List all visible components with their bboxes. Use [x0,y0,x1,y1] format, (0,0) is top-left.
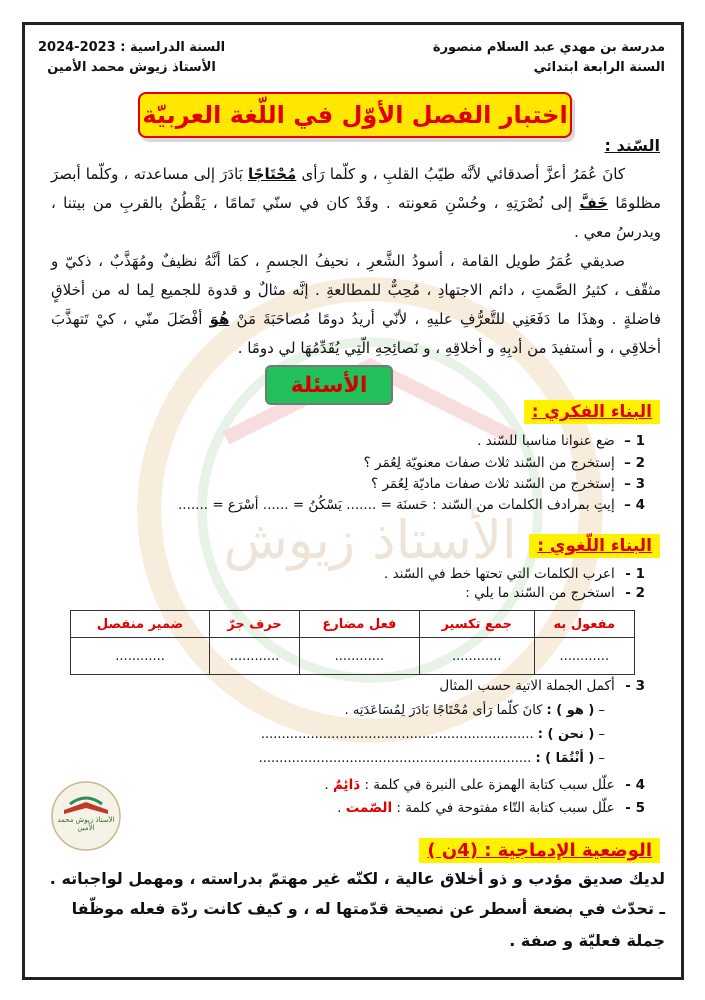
sanad-paragraph-2 [51,247,661,363]
exam-title-box [138,92,572,138]
part2-item-2: 2 - استخرج من السّند ما يلي : [465,585,645,601]
school-header [433,38,665,78]
sanad-label: السّند : [604,136,660,155]
table-cell[interactable]: ............ [210,638,300,675]
p1-text-a: كانَ عُمَرُ أعزَّ أصدقائي لأنَّه طيّبُ القلبِ ، و كلّما رَأى [296,165,625,183]
underlined-word-1: مُحْتَاجًا [248,165,297,183]
school-year: 2024-2023 [38,40,116,55]
questions-title-box [265,365,393,405]
table-header: حرف جرّ [210,611,300,638]
situation-line-1: لديك صديق مؤدب و ذو أخلاق عالية ، لكنّه غير مهتمّ بدراسته ، ومهمل لواجباته . [49,869,665,888]
underlined-word-3: هُوَ [209,310,230,328]
part1-item-1: 1 – ضع عنوانا مناسبا للسّند . [477,433,645,449]
underlined-word-2: خَفَّ [579,194,609,212]
p2-text-a: صديقي عُمَرُ طويل القامة ، أسودُ الشَّعرِ ، نحيفُ الجسمِ ، كمَا أنَّهُ نظيفٌ ومُهَذَّبٌ ، ذكيّ و مثقّف ، كثيرُ الصَّمتِ ، دائم الاجتهادِ ، مُحِبٌّ للمطالعةِ . إنَّه مثالٌ و قدوة للجميع لِما له من أخلاقٍ فاضلةٍ . وهذَا ما دَفَعَنِي للتَّعرُّفِ عليهِ ، لأنّي أريدُ دومًا مُصاحَبَةَ مَنْ [51,252,661,328]
part2-item-5: 5 - علّل سبب كتابة التّاء مفتوحة في كلمة : الصّمت . [337,800,645,816]
part2-title: البناء اللّغوي : [529,534,660,558]
table-cell[interactable]: ............ [299,638,419,675]
part1-title: البناء الفكري : [524,400,660,424]
grammar-table [70,610,635,675]
example-he: – ( هو ) : كانَ كلّما رَأى مُحْتَاجًا بَادَرَ لِمُسَاعَدَتِه . [344,703,605,718]
example-nahnu: – ( نحن ) : .................................................................. [260,727,605,742]
situation-line-3: جملة فعليّة و صفة . [509,931,665,950]
table-header: جمع تكسير [419,611,534,638]
part1-item-2: 2 – إستخرج من السّند ثلاث صفات معنويّة لِعُمَر ؟ [363,455,645,471]
table-header: مفعول به [534,611,634,638]
table-header-row [71,611,635,638]
teacher-name: الأستاذ زيوش محمد الأمين [47,60,216,75]
table-row [71,638,635,675]
year-header [38,38,225,78]
p1-text-b: بَادَرَ إلى مساعدته ، وكلّما أبصرَ مظلومًا [51,165,661,212]
questions-title: الأسئلة [290,372,368,398]
p1-text-c: إلى نُصْرَتِهِ ، وحُسْنِ مَعونته . وقَدْ كان في سنّي تَمامًا ، يَقْطُنُ بالقربِ من بيتنا ، ويدرسُ معي . [51,194,661,241]
table-cell[interactable]: ............ [534,638,634,675]
year-label: السنة الدراسية : [120,40,226,55]
table-cell[interactable]: ............ [71,638,210,675]
school-name: مدرسة بن مهدي عبد السلام منصورة [432,40,665,55]
exam-title: اختبار الفصل الأوّل في اللّغة العربيّة [142,101,568,129]
p2-text-b: أفْضَلَ منّي ، كيْ تَتهذَّبَ أخلاقِي ، و أستفيدَ من أدبِهِ و أخلاقِهِ ، و نَصائِحِهِ الّتِي يُقَدِّمُهَا لي دومًا . [51,310,661,357]
part3-title: الوضعية الإدماجية : (4ن ) [419,838,660,863]
part2-item-1: 1 - اعرب الكلمات التي تحتها خط في السّند . [383,566,645,582]
teacher-logo [50,780,122,852]
part2-item-3: 3 - أكمل الجملة الاتية حسب المثال [439,678,645,694]
situation-line-2: ـ تحدّث في بضعة أسطر عن نصيحة قدّمتها له ، و كيف كانت ردّة فعله موظّفا [71,899,665,918]
part2-item-4: 4 - علّل سبب كتابة الهمزة على النبرة في كلمة : دَائِمٌ . [324,777,645,793]
table-header: ضمير منفصل [71,611,210,638]
part1-item-3: 3 – إستخرج من السّند ثلاث صفات ماديّة لِعُمَر ؟ [371,476,645,492]
example-antuma: – ( أنْتُمَا ) : .................................................................. [258,751,605,766]
table-cell[interactable]: ............ [419,638,534,675]
table-header: فعل مضارع [299,611,419,638]
sanad-paragraph-1 [51,160,661,247]
part1-item-4: 4 – إيتِ بمرادف الكلمات من السّند : حَسنَة = ....... يَسْكُنُ = ...... أسْرَع = ....... [177,497,645,513]
grade-level: السنة الرابعة ابتدائي [533,60,665,75]
logo-text: الأستاذ زيوش محمد الأمين [57,816,115,832]
watermark-text: الأستاذ زيوش [223,510,517,571]
